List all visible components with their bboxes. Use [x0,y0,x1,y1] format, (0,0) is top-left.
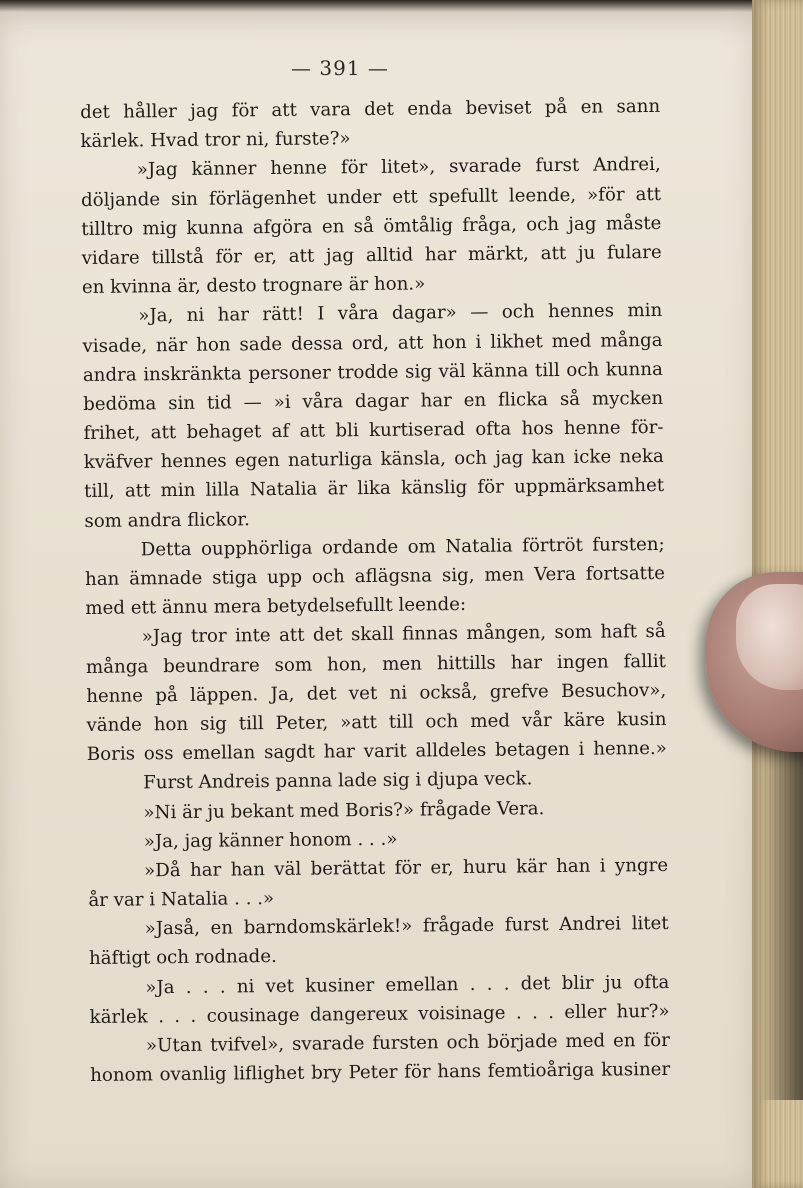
text-line: vidare tillstå för er, att jag alltid har märkt, att ju fulare [81,241,662,269]
text-line: som andra flickor. [84,508,250,532]
page-text [80,92,670,1090]
text-line: han ämnade stiga upp och aflägsna sig, men Vera fortsatte [84,562,666,590]
text-line: många beundrare som hon, men hittills har ingen fallit [85,650,667,678]
text-line: »Då har han väl berättat för er, huru kär han i yngre [143,854,669,882]
text-line: tilltro mig kunna afgöra en så ömtålig fråga, och jag måste [81,212,662,240]
text-line: »Ni är ju bekant med Boris?» frågade Vera. [143,797,545,823]
text-line: det håller jag för att vara det enda beviset på en sann [80,95,661,123]
text-line: Detta oupphörliga ordande om Natalia förtröt fursten; [140,533,665,561]
text-line: en kvinna är, desto trognare är hon.» [81,273,426,299]
top-shadow [0,0,803,12]
text-line: »Jag känner henne för litet», svarade furst Andrei, [136,154,661,181]
text-line: »Utan tvifvel», svarade fursten och började med en för [145,1029,671,1057]
text-line: döljande sin förlägenhet under ett spefullt leende, »för att [80,183,662,211]
page-number: — 391 — [291,56,389,80]
text-line: kärlek. Hvad tror ni, furste?» [80,128,351,153]
text-line: häftigt och rodnade. [88,946,277,970]
hand-shadow [760,700,803,1100]
text-line: »Ja . . . ni vet kusiner emellan . . . det blir ju ofta [145,971,670,998]
text-line: Boris oss emellan sagdt har varit alldeles betagen i henne.» [86,738,667,766]
text-line: »Ja, ni har rätt! I våra dagar» — och hennes min [138,300,663,327]
text-line: andra inskränkta personer trodde sig väl känna till och kunna [82,358,663,386]
text-line: »Jag tror inte att det skall finnas mången, som haft så [141,621,666,648]
text-line: henne på läppen. Ja, det vet ni också, grefve Besuchov», [86,679,667,707]
text-line: frihet, att behaget af att bli kurtiserad ofta hos henne för- [83,416,664,445]
text-line: »Jaså, en barndomskärlek!» frågade furst Andrei litet [144,913,669,940]
text-line: kärlek . . . cousinage dangereux voisinage . . . eller hur?» [89,1000,670,1028]
text-line: år var i Natalia . . .» [88,888,275,912]
text-line: Furst Andreis panna lade sig i djupa veck. [143,768,533,794]
text-line: »Ja, jag känner honom . . .» [143,828,398,853]
text-line: med ett ännu mera betydelsefullt leende: [85,594,467,620]
text-line: visade, när hon sade dessa ord, att hon i likhet med många [82,329,663,357]
text-line: vände hon sig till Peter, »att till och med vår käre kusin [86,708,667,736]
text-line: kväfver hennes egen naturliga känsla, och jag kan icke neka [83,446,664,474]
text-line: honom ovanlig liflighet bry Peter för hans femtioåriga kusiner [90,1059,671,1087]
text-line: bedöma sin tid — »i våra dagar har en flicka så mycken [83,387,664,415]
text-line: till, att min lilla Natalia är lika känslig för uppmärksamhet [84,475,665,503]
